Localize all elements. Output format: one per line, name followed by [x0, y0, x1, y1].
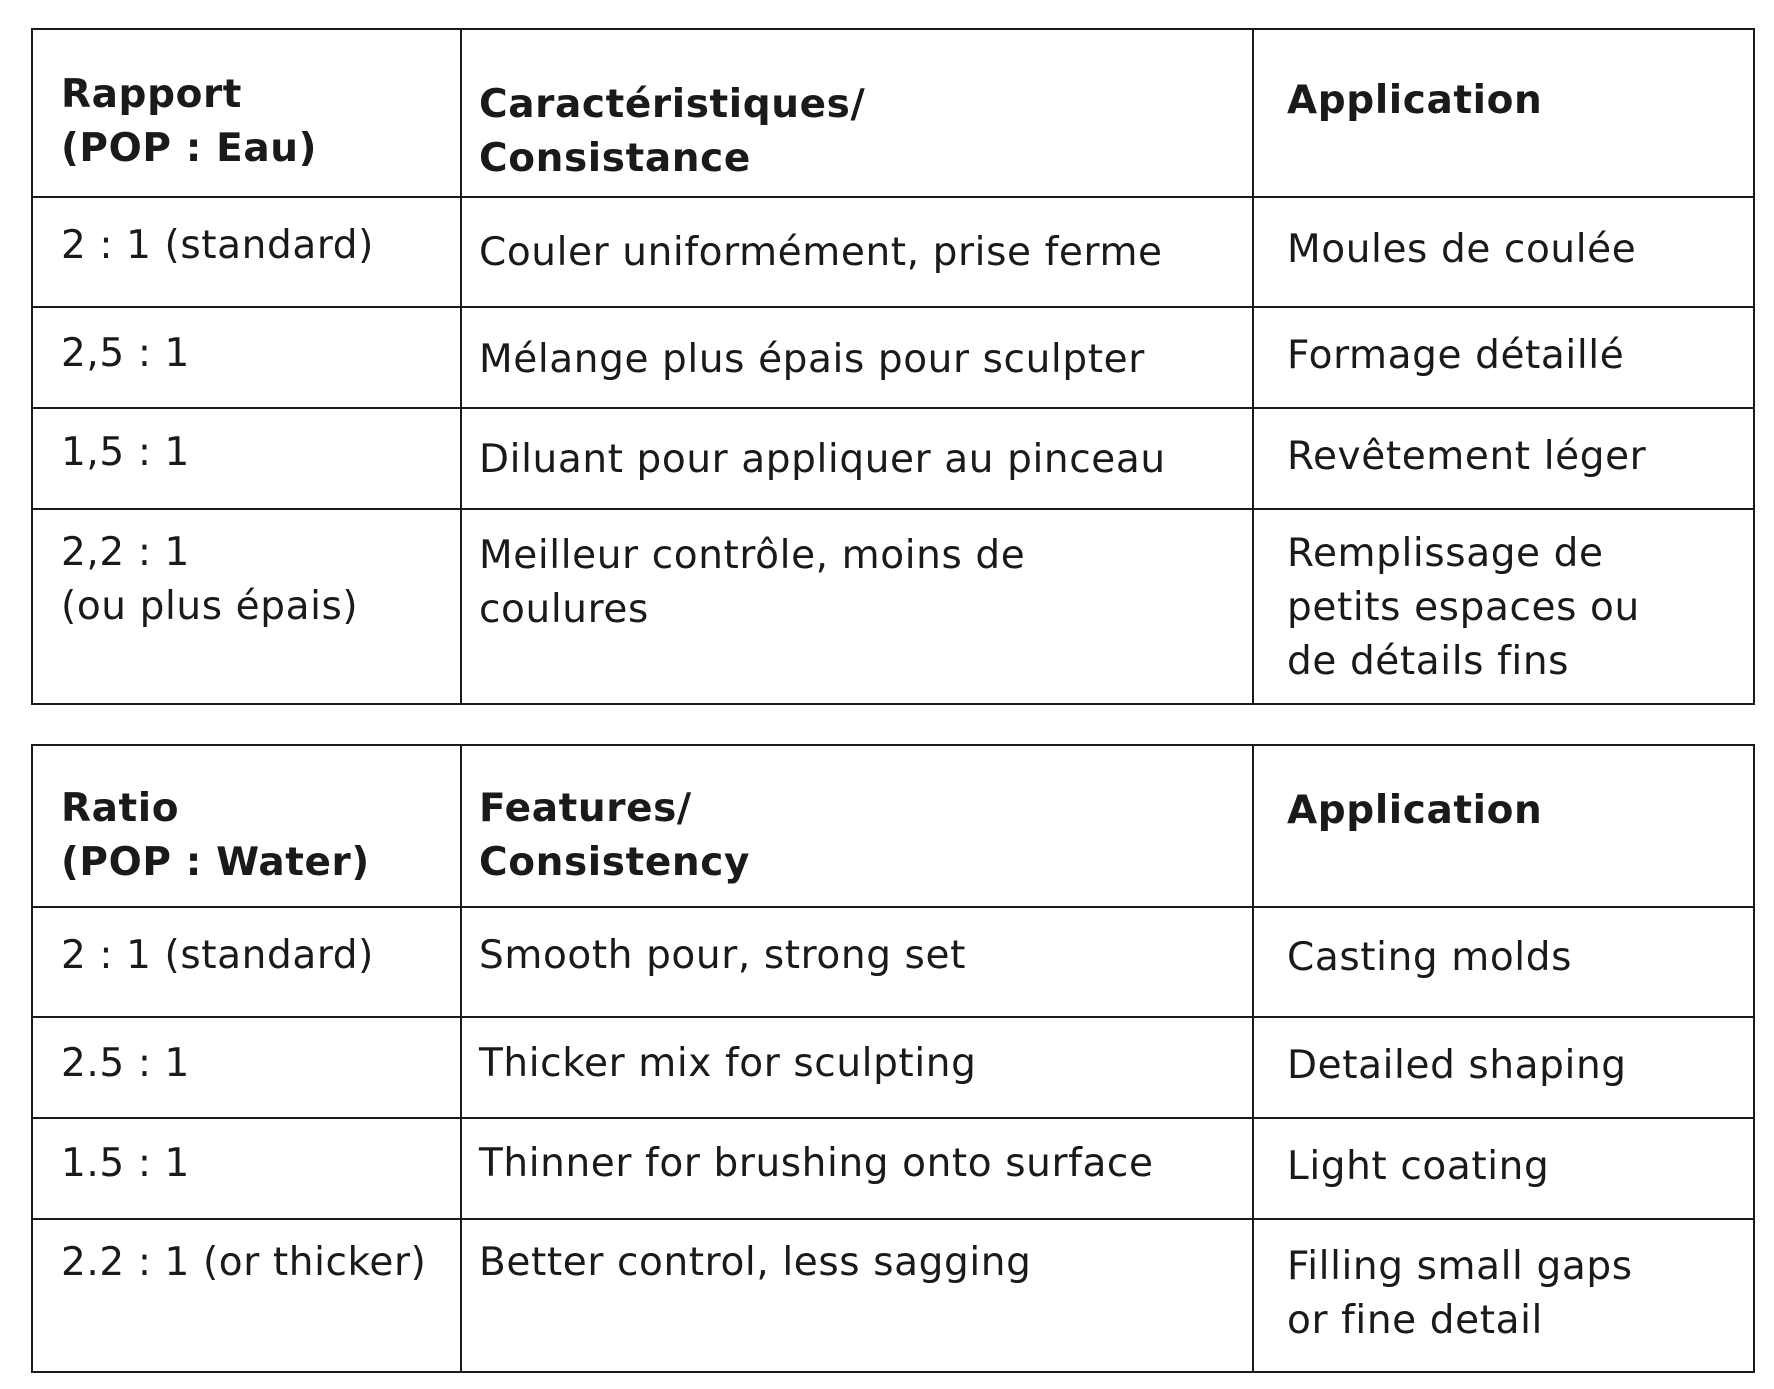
header-cell-application: Application [1253, 745, 1754, 907]
cell-ratio: 2.5 : 1 [32, 1017, 461, 1118]
cell-ratio: 2,5 : 1 [32, 307, 461, 408]
cell-application: Remplissage de petits espaces ou de détails fins [1253, 509, 1754, 704]
cell-features: Better control, less sagging [461, 1219, 1253, 1372]
cell-ratio: 2.2 : 1 (or thicker) [32, 1219, 461, 1372]
table-header-row [32, 29, 1754, 197]
table-row [32, 1219, 1754, 1372]
cell-application: Casting molds [1253, 907, 1754, 1017]
header-cell-application: Application [1253, 29, 1754, 197]
table-row [32, 509, 1754, 704]
cell-ratio: 2 : 1 (standard) [32, 907, 461, 1017]
header-cell-ratio: Rapport (POP : Eau) [32, 29, 461, 197]
table-row [32, 408, 1754, 509]
cell-application: Filling small gaps or fine detail [1253, 1219, 1754, 1372]
table-row [32, 1017, 1754, 1118]
cell-features: Couler uniformément, prise ferme [461, 197, 1253, 307]
cell-features: Diluant pour appliquer au pinceau [461, 408, 1253, 509]
table-row [32, 907, 1754, 1017]
cell-features: Thinner for brushing onto surface [461, 1118, 1253, 1219]
table-header-row [32, 745, 1754, 907]
table-row [32, 307, 1754, 408]
cell-application: Formage détaillé [1253, 307, 1754, 408]
cell-application: Detailed shaping [1253, 1017, 1754, 1118]
cell-ratio: 1,5 : 1 [32, 408, 461, 509]
cell-application: Light coating [1253, 1118, 1754, 1219]
cell-features: Thicker mix for sculpting [461, 1017, 1253, 1118]
cell-features: Meilleur contrôle, moins de coulures [461, 509, 1253, 704]
cell-application: Moules de coulée [1253, 197, 1754, 307]
header-cell-features: Caractéristiques/ Consistance [461, 29, 1253, 197]
cell-application: Revêtement léger [1253, 408, 1754, 509]
table-row [32, 1118, 1754, 1219]
header-cell-ratio: Ratio (POP : Water) [32, 745, 461, 907]
cell-ratio: 1.5 : 1 [32, 1118, 461, 1219]
ratio-table-french [31, 28, 1755, 705]
cell-features: Smooth pour, strong set [461, 907, 1253, 1017]
header-cell-features: Features/ Consistency [461, 745, 1253, 907]
cell-ratio: 2,2 : 1 (ou plus épais) [32, 509, 461, 704]
cell-features: Mélange plus épais pour sculpter [461, 307, 1253, 408]
table-row [32, 197, 1754, 307]
cell-ratio: 2 : 1 (standard) [32, 197, 461, 307]
ratio-table-english [31, 744, 1755, 1373]
